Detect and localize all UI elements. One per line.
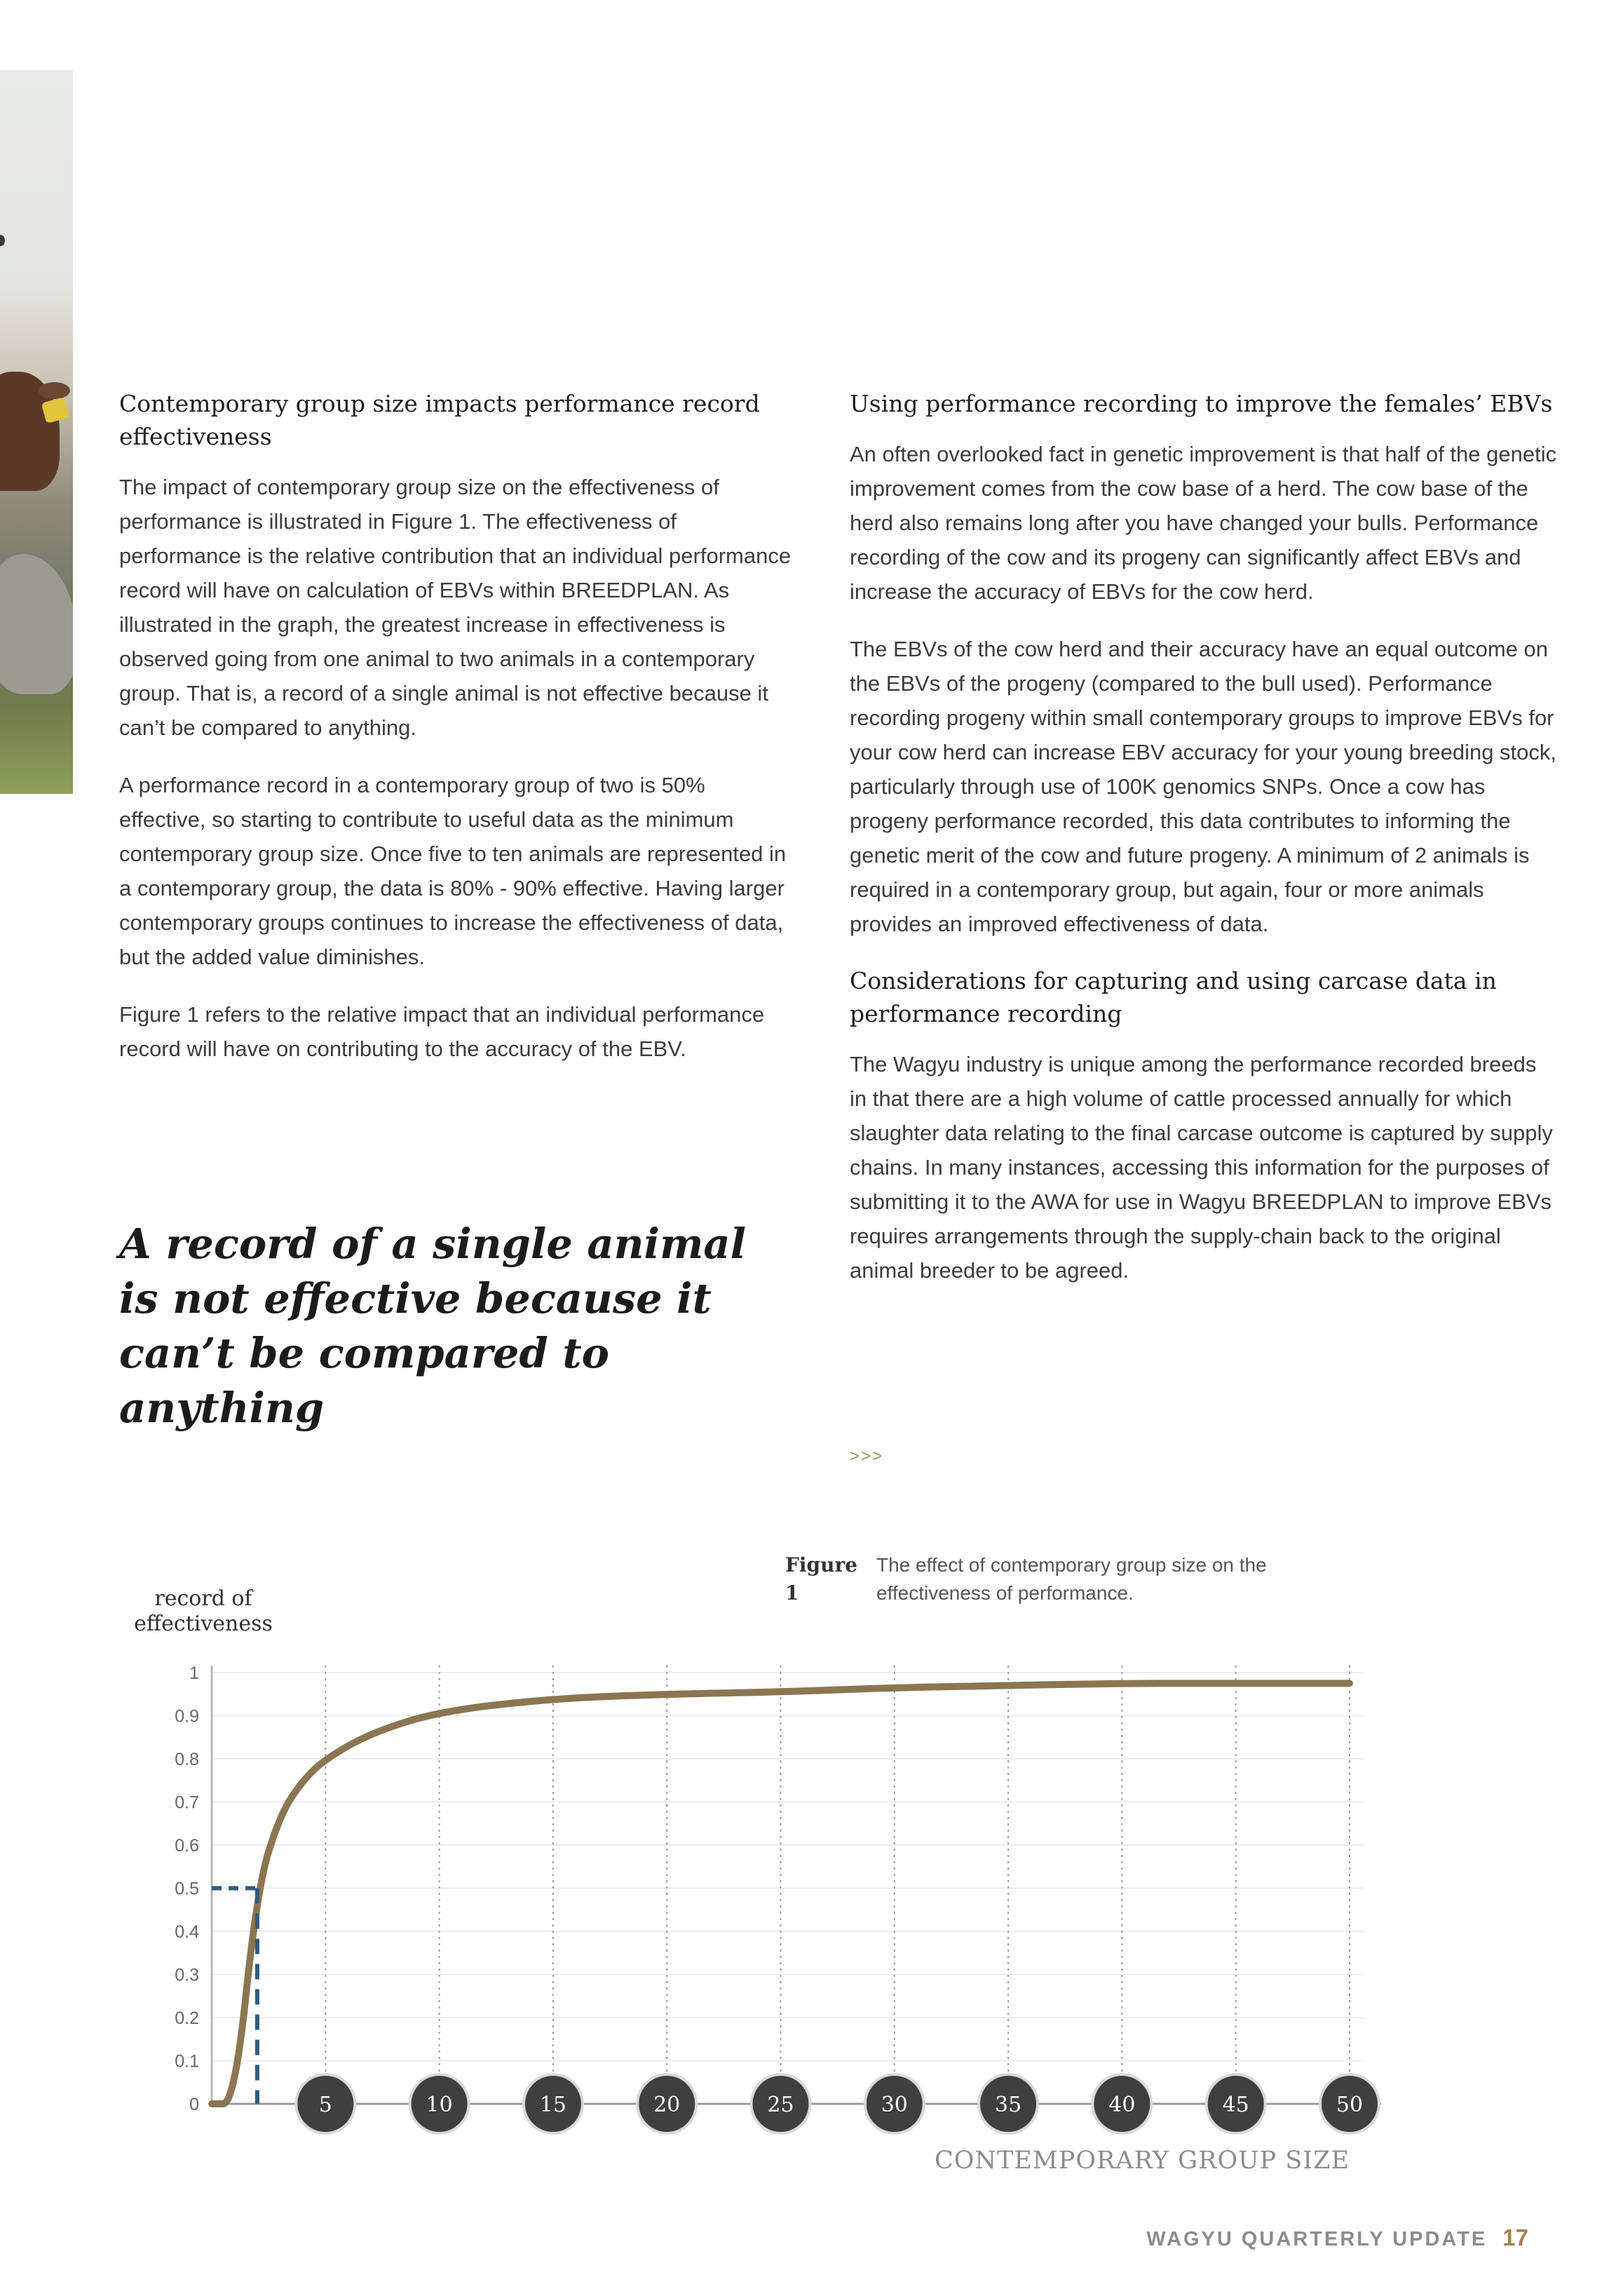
right-paragraph-3: The Wagyu industry is unique among the performance recorded breeds in that there are a high volume of cattle processed annually for which slaughter data relating to the final carcase outcome is captured by supply chains. In many instances, accessing this information for the purposes of submitting it to the AWA for use in Wagyu BREEDPLAN to improve EBVs requires arrangements through the supply-chain back to the original animal breeder to be agreed. [850,1052,1553,1283]
x-tick-label-40: 40 [1108,2093,1136,2117]
left-paragraph-2: A performance record in a contemporary group of two is 50% effective, so starting to contribute to useful data as the minimum contemporary group size. Once five to ten animals are represented in a contemporary group, the data is 80% - 90% effective. Having larger contemporary groups continues to increase the effectiveness of data, but the added value diminishes. [119,773,787,969]
y-tick-label-0.4: 0.4 [175,1922,199,1942]
x-tick-label-10: 10 [426,2093,453,2117]
y-tick-label-0.1: 0.1 [175,2051,199,2072]
left-paragraph-1: The impact of contemporary group size on the effectiveness of performance is illustrated in Figure 1. The effectiveness of performance is the relative contribution that an individual performance record will have on calculation of EBVs within BREEDPLAN. As illustrated in the graph, the greatest increase in effectiveness is observed going from one animal to two animals in a contemporary group. That is, a record of a single animal is not effective because it can’t be compared to anything. [119,475,792,740]
left-paragraph-3: Figure 1 refers to the relative impact that an individual performance record will have on contributing to the accuracy of the EBV. [119,1002,765,1061]
y-tick-label-0.5: 0.5 [175,1879,199,1899]
pull-quote: A record of a single animal is not effective because it can’t be compared to anything [119,1220,747,1432]
right-heading-1: Using performance recording to improve the females’ EBVs [850,390,1553,417]
right-heading-2: Considerations for capturing and using carcase data in performance recording [850,967,1497,1027]
y-tick-label-0.2: 0.2 [175,2008,199,2028]
y-tick-label-0.9: 0.9 [175,1706,199,1727]
x-tick-label-45: 45 [1222,2093,1249,2117]
x-tick-label-35: 35 [995,2093,1022,2117]
figure-label: Figure 1 [785,1553,858,1605]
left-heading: Contemporary group size impacts performance record effectiveness [119,390,760,450]
x-tick-label-25: 25 [767,2093,794,2117]
y-tick-label-0.8: 0.8 [175,1750,199,1769]
right-paragraph-2: The EBVs of the cow herd and their accuracy have an equal outcome on the EBVs of the progeny (compared to the bull used). Performance recording progeny within small contemporary groups to improve EBVs for your cow herd can increase EBV accuracy for your young breeding stock, particularly through use of 100K genomics SNPs. Once a cow has progeny performance recorded, this data contributes to informing the genetic merit of the cow and future progeny. A minimum of 2 animals is required in a contemporary group, but again, four or more animals provides an improved effectiveness of data. [850,637,1557,936]
x-tick-label-50: 50 [1336,2093,1364,2117]
x-tick-label-20: 20 [653,2093,681,2117]
y-axis-title: record of effectiveness [134,1586,273,1636]
right-paragraph-1: An often overlooked fact in genetic improvement is that half of the genetic improvement comes from the cow base of a herd. The cow base of the herd also remains long after you have changed your bulls. Performance recording of the cow and its progeny can significantly affect EBVs and increase the accuracy of EBVs for the cow herd. [850,442,1557,604]
y-tick-label-0: 0 [189,2095,199,2114]
publication-title: WAGYU QUARTERLY UPDATE [1146,2228,1488,2250]
continue-marker[interactable]: >>> [850,1447,884,1466]
x-tick-label-30: 30 [881,2093,908,2117]
page-footer [1146,2224,1528,2251]
x-tick-label-5: 5 [318,2093,332,2117]
y-tick-label-1: 1 [189,1663,199,1683]
y-tick-label-0.6: 0.6 [175,1836,199,1856]
x-tick-label-15: 15 [539,2093,566,2117]
y-tick-label-0.7: 0.7 [175,1792,199,1813]
y-tick-label-0.3: 0.3 [175,1965,199,1985]
page-number: 17 [1502,2224,1528,2250]
x-axis-title: CONTEMPORARY GROUP SIZE [934,2147,1350,2175]
figure-caption-text: The effect of contemporary group size on the effectiveness of performance. [876,1554,1267,1604]
